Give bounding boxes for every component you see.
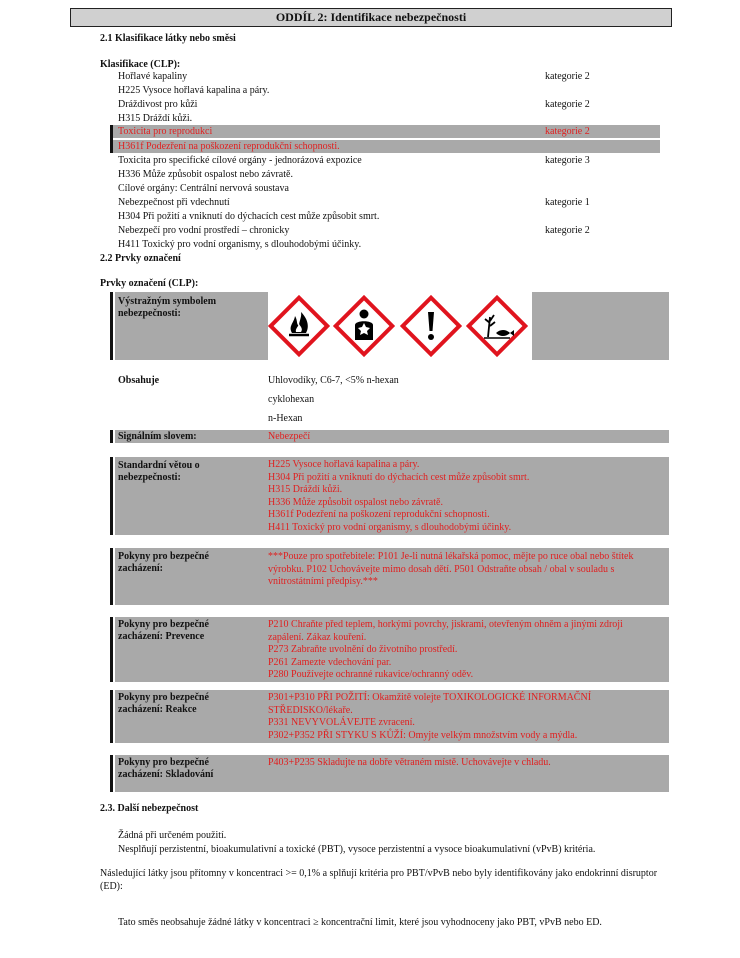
classification-row bbox=[118, 84, 658, 98]
classification-row bbox=[118, 210, 658, 224]
p-storage-label: Pokyny pro bezpečné zacházení: Skladování bbox=[118, 757, 214, 780]
p-prevention-label: Pokyny pro bezpečné zacházení: Prevence bbox=[118, 619, 209, 642]
change-marker bbox=[110, 690, 113, 743]
other-hazards-line: Nesplňují perzistentní, bioakumulativní a toxické (PBT), vysoce perzistentní a vysoce bioakumulativní (vPvB) kritéria. bbox=[118, 844, 596, 855]
classification-row bbox=[118, 125, 658, 139]
classification-row bbox=[118, 182, 658, 196]
h-statements-label: Standardní větou o nebezpečnosti: bbox=[118, 460, 200, 483]
row-text: H315 Dráždí kůži. bbox=[118, 113, 193, 124]
p-statement: P302+P352 PŘI STYKU S KŮŽÍ: Omyjte velkým množstvím vody a mýdla. bbox=[268, 729, 578, 741]
h-statement: H304 Při požití a vniknutí do dýchacích cest může způsobit smrt. bbox=[268, 471, 530, 483]
h-statement: H225 Vysoce hořlavá kapalina a páry. bbox=[268, 459, 420, 470]
row-text: Toxicita pro reprodukci bbox=[118, 126, 213, 137]
p-response-label: Pokyny pro bezpečné zacházení: Reakce bbox=[118, 692, 209, 715]
row-category: kategorie 2 bbox=[545, 71, 590, 82]
label-elements-label: Prvky označení (CLP): bbox=[100, 278, 199, 289]
h-statement: H315 Dráždí kůži. bbox=[268, 484, 343, 495]
heading-2-2: 2.2 Prvky označení bbox=[100, 253, 181, 264]
p-statement: P280 Používejte ochranné rukavice/ochranný oděv. bbox=[268, 669, 474, 680]
contains-item: cyklohexan bbox=[268, 394, 315, 405]
p-storage-text: P403+P235 Skladujte na dobře větraném místě. Uchovávejte v chladu. bbox=[268, 757, 551, 768]
row-text: Cílové orgány: Centrální nervová soustava bbox=[118, 183, 289, 194]
change-marker bbox=[110, 125, 113, 153]
health-hazard-pictogram-icon bbox=[333, 295, 395, 357]
row-category: kategorie 2 bbox=[545, 225, 590, 236]
section-title: ODDÍL 2: Identifikace nebezpečnosti bbox=[70, 8, 672, 27]
contains-label: Obsahuje bbox=[118, 375, 160, 386]
p-statement: P210 Chraňte před teplem, horkými povrchy, jiskrami, otevřeným ohněm a jinými zdroji zapálení. Zákaz kouření. bbox=[268, 619, 623, 643]
p-statement: P331 NEVYVOLÁVEJTE zvracení. bbox=[268, 717, 415, 728]
row-category: kategorie 3 bbox=[545, 155, 590, 166]
contains-item: n-Hexan bbox=[268, 413, 303, 424]
classification-row bbox=[118, 112, 658, 126]
flame-pictogram-icon bbox=[268, 295, 330, 357]
row-category: kategorie 1 bbox=[545, 197, 590, 208]
classification-row bbox=[118, 196, 658, 210]
h-statement: H336 Může způsobit ospalost nebo závratě. bbox=[268, 496, 443, 508]
row-text: Nebezpečí pro vodní prostředí – chronicky bbox=[118, 225, 290, 236]
p-statement: P301+P310 PŘI POŽITÍ: Okamžitě volejte TOXIKOLOGICKÉ INFORMAČNÍ STŘEDISKO/lékaře. bbox=[268, 692, 592, 716]
change-marker bbox=[110, 548, 113, 605]
classification-row bbox=[118, 70, 658, 84]
contains-item: Uhlovodíky, C6-7, <5% n-hexan bbox=[268, 375, 399, 386]
row-category: kategorie 2 bbox=[545, 99, 590, 110]
row-text: H304 Při požití a vniknutí do dýchacích cest může způsobit smrt. bbox=[118, 211, 380, 222]
h-statement: H411 Toxický pro vodní organismy, s dlouhodobými účinky. bbox=[268, 521, 512, 533]
classification-row bbox=[118, 154, 658, 168]
change-marker bbox=[110, 292, 113, 360]
row-text: H336 Může způsobit ospalost nebo závratě. bbox=[118, 169, 293, 180]
classification-row bbox=[118, 238, 658, 252]
pbt-statement: Tato směs neobsahuje žádné látky v koncentraci ≥ koncentrační limit, které jsou vyhodnoceny jako PBT, vPvB nebo ED. bbox=[118, 917, 602, 928]
p-general-label: Pokyny pro bezpečné zacházení: bbox=[118, 551, 209, 574]
p-statement: P261 Zamezte vdechování par. bbox=[268, 656, 392, 668]
symbol-label: Výstražným symbolem nebezpečnosti: bbox=[118, 296, 217, 319]
change-marker bbox=[110, 755, 113, 792]
row-text: Dráždivost pro kůži bbox=[118, 99, 198, 110]
p-statement: P273 Zabraňte uvolnění do životního prostředí. bbox=[268, 644, 458, 655]
symbol-filler-cell bbox=[532, 292, 669, 360]
heading-2-1: 2.1 Klasifikace látky nebo směsi bbox=[100, 33, 236, 44]
other-hazards-line: Žádná při určeném použití. bbox=[118, 830, 227, 841]
row-text: H361f Podezření na poškození reprodukční schopnosti. bbox=[118, 141, 340, 152]
row-text: H411 Toxický pro vodní organismy, s dlouhodobými účinky. bbox=[118, 239, 362, 250]
heading-2-3: 2.3. Další nebezpečnost bbox=[100, 803, 199, 814]
change-marker bbox=[110, 430, 113, 443]
environment-pictogram-icon bbox=[466, 295, 528, 357]
row-text: Toxicita pro specifické cílové orgány - jednorázová expozice bbox=[118, 155, 362, 166]
classification-row bbox=[118, 224, 658, 238]
row-text: H225 Vysoce hořlavá kapalina a páry. bbox=[118, 85, 270, 96]
classification-row bbox=[118, 140, 658, 154]
classification-row bbox=[118, 168, 658, 182]
h-statement: H361f Podezření na poškození reprodukční schopnosti. bbox=[268, 509, 490, 520]
p-general-text: ***Pouze pro spotřebitele: P101 Je-li nutná lékařská pomoc, mějte po ruce obal nebo štítek výrobku. P102 Uchovávejte mimo dosah dětí. P501 Odstraňte obsah / obal v souladu s vnitrostátními předpisy.*** bbox=[268, 551, 634, 587]
classification-label: Klasifikace (CLP): bbox=[100, 59, 181, 70]
signal-row bbox=[115, 430, 669, 443]
row-text: Nebezpečnost při vdechnutí bbox=[118, 197, 230, 208]
classification-row bbox=[118, 98, 658, 112]
signal-label: Signálním slovem: bbox=[118, 431, 197, 442]
exclamation-pictogram-icon bbox=[400, 295, 462, 357]
change-marker bbox=[110, 617, 113, 682]
pbt-paragraph: Následující látky jsou přítomny v koncentraci >= 0,1% a splňují kritéria pro PBT/vPvB nebo byly identifikovány jako endokrinní disruptor (ED): bbox=[100, 868, 658, 892]
row-text: Hořlavé kapaliny bbox=[118, 71, 188, 82]
signal-word: Nebezpečí bbox=[268, 431, 311, 442]
row-category: kategorie 2 bbox=[545, 126, 590, 137]
change-marker bbox=[110, 457, 113, 535]
